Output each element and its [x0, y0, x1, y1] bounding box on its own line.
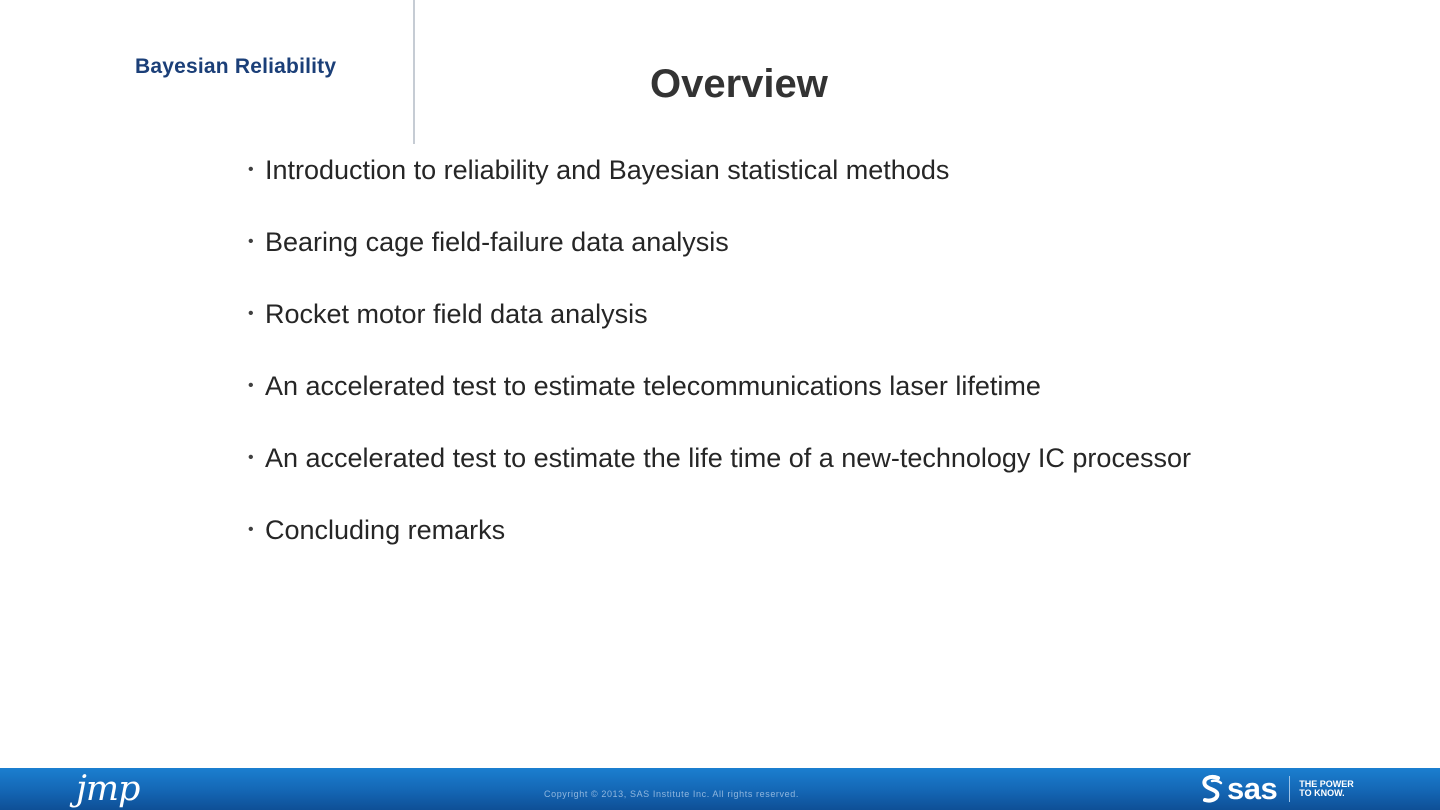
logo-separator	[1289, 776, 1290, 802]
bullet-icon: •	[248, 377, 254, 394]
sas-logo	[1198, 772, 1359, 806]
bullet-item	[248, 152, 1208, 188]
bullet-item	[248, 368, 1208, 404]
bullet-item	[248, 512, 1208, 548]
copyright-text: Copyright © 2013, SAS Institute Inc. All rights reserved.	[544, 789, 799, 799]
tagline: THE POWER TO KNOW.	[1299, 779, 1354, 798]
sas-wordmark: sas	[1227, 771, 1278, 806]
bullet-text: An accelerated test to estimate the life time of a new-technology IC processor	[265, 443, 1191, 473]
bullet-icon: •	[248, 233, 254, 250]
bullet-item	[248, 224, 1208, 260]
bullet-list	[248, 152, 1208, 584]
bullet-text: Introduction to reliability and Bayesian statistical methods	[265, 155, 950, 185]
bullet-icon: •	[248, 521, 254, 538]
bullet-text: Rocket motor field data analysis	[265, 299, 648, 329]
header-divider	[413, 0, 415, 144]
footer-bar	[0, 768, 1440, 810]
bullet-text: An accelerated test to estimate telecommunications laser lifetime	[265, 371, 1041, 401]
bullet-item	[248, 296, 1208, 332]
bullet-icon: •	[248, 305, 254, 322]
bullet-icon: •	[248, 449, 254, 466]
slide-title: Overview	[650, 62, 828, 106]
bullet-text: Bearing cage field-failure data analysis	[265, 227, 729, 257]
bullet-item	[248, 440, 1208, 476]
sas-swirl-icon	[1198, 774, 1226, 804]
section-label: Bayesian Reliability	[135, 55, 337, 78]
jmp-logo: jmp	[76, 769, 140, 809]
bullet-text: Concluding remarks	[265, 515, 506, 545]
bullet-icon: •	[248, 161, 254, 178]
